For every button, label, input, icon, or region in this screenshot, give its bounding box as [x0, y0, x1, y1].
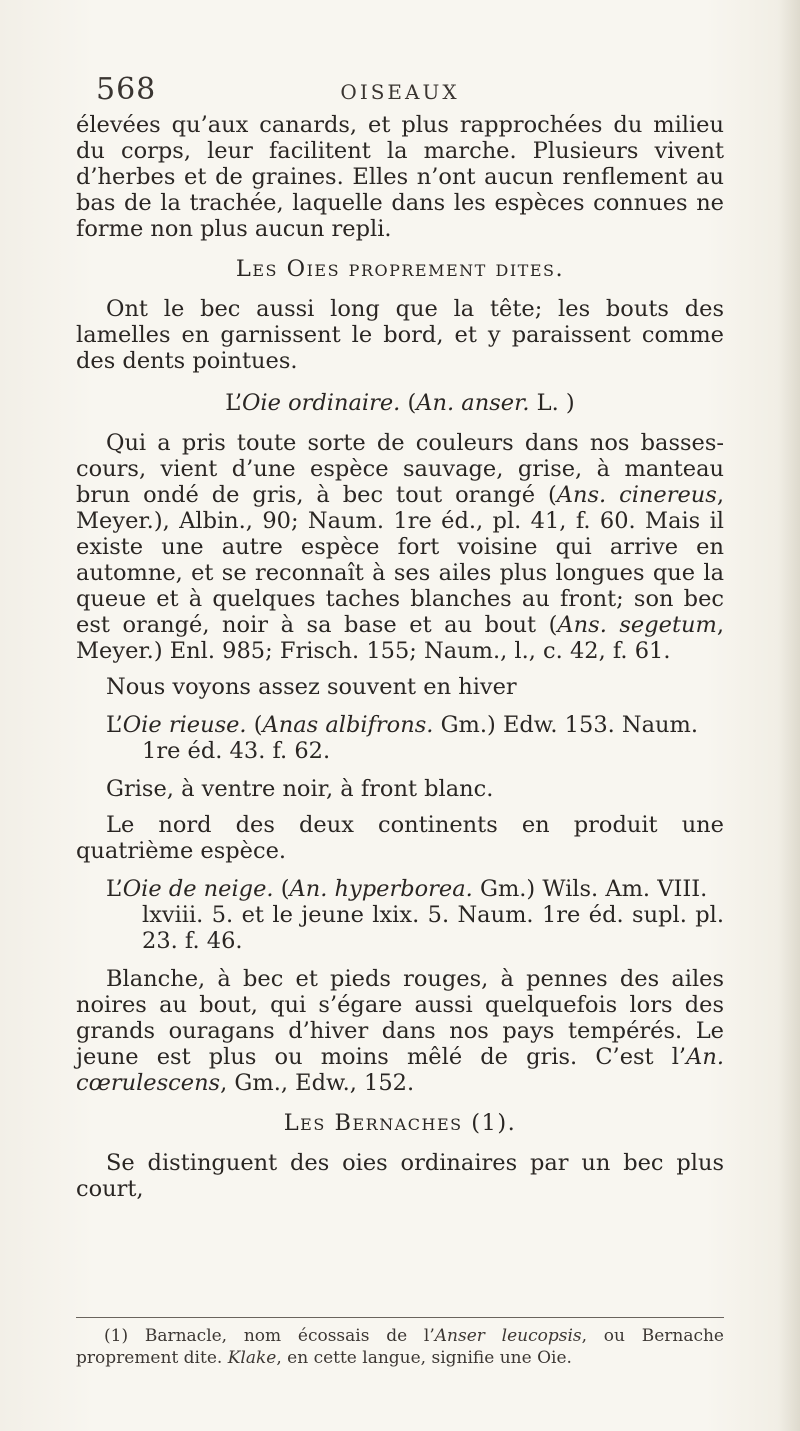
species-latin-name: An. anser. [416, 390, 530, 416]
species-name: Oie rieuse. [122, 712, 247, 738]
species-article: L’ [225, 390, 242, 416]
page-number: 568 [96, 72, 157, 107]
species-references: Gm.) Edw. 153. Naum. [433, 712, 699, 738]
body-text [76, 112, 724, 1202]
latin-name: Ans. segetum [557, 612, 717, 638]
text-run: (1) Barnacle, nom écossais de l’ [104, 1326, 435, 1346]
text-run: , Meyer.) Enl. 985; Frisch. 155; Naum., l., c. 42, f. 61. [76, 612, 724, 664]
species-references-continued: 1re éd. 43. f. 62. [142, 738, 331, 764]
page-header [96, 72, 704, 112]
footnote [76, 1325, 724, 1369]
species-paren-open: ( [273, 876, 290, 902]
paragraph-hiver: Nous voyons assez souvent en hiver [106, 674, 517, 700]
foreign-word: Klake [227, 1348, 277, 1368]
species-paren-open: ( [246, 712, 263, 738]
paragraph-quatrieme-espece: Le nord des deux continents en produit une quatrième espèce. [76, 812, 724, 864]
paragraph-bernaches: Se distinguent des oies ordinaires par un bec plus court, [76, 1150, 724, 1202]
species-article: L’ [106, 876, 123, 902]
species-name: Oie de neige. [122, 876, 274, 902]
species-references: Gm.) Wils. Am. VIII. [472, 876, 708, 902]
paragraph-oie-de-neige [76, 966, 724, 1096]
species-authority: L. ) [529, 390, 575, 416]
text-run: , Meyer.), Albin., 90; Naum. 1re éd., pl. 41, f. 60. Mais il existe une autre espèce fort voisine qui arrive en automne, et se reconnaît à ses ailes plus longues que la queue et à quelques taches blanches au front; son bec est orangé, noir à sa base et au bout ( [76, 482, 724, 638]
paragraph-intro: élevées qu’aux canards, et plus rapprochées du milieu du corps, leur facilitent la marche. Plusieurs vivent d’herbes et de graines. Elles n’ont aucun renflement au bas de la trachée, laquelle dans les espèces connues ne forme non plus aucun repli. [76, 112, 724, 242]
paragraph-oie-rieuse: Grise, à ventre noir, à front blanc. [106, 776, 494, 802]
species-references-continued: lxviii. 5. et le jeune lxix. 5. Naum. 1re éd. supl. pl. 23. f. 46. [142, 902, 724, 954]
species-heading-oie-de-neige [76, 876, 724, 954]
footnote-rule [76, 1317, 724, 1318]
paragraph-oies-description: Ont le bec aussi long que la tête; les bouts des lamelles en garnissent le bord, et y paraissent comme des dents pointues. [76, 296, 724, 374]
text-run: , en cette langue, signifie une Oie. [276, 1348, 572, 1368]
species-latin-name: Anas albifrons. [262, 712, 434, 738]
latin-name: Anser leucopsis [434, 1326, 582, 1346]
species-heading-oie-ordinaire [76, 390, 724, 416]
running-head: OISEAUX [340, 80, 460, 104]
footnote-text [76, 1325, 724, 1369]
paragraph-oie-ordinaire [76, 430, 724, 664]
latin-name: Ans. cinereus [556, 482, 717, 508]
section-heading-oies: Les Oies proprement dites. [235, 256, 565, 282]
text-run: , ou Bernache proprement dite. [76, 1326, 724, 1368]
latin-name: An. cœrulescens [76, 1044, 724, 1096]
species-heading-oie-rieuse [76, 712, 724, 764]
species-latin-name: An. hyperborea. [289, 876, 473, 902]
section-heading-bernaches: Les Bernaches (1). [283, 1110, 517, 1136]
text-run: , Gm., Edw., 152. [220, 1070, 415, 1096]
species-article: L’ [106, 712, 123, 738]
species-name: Oie ordinaire. [241, 390, 401, 416]
text-run: Blanche, à bec et pieds rouges, à pennes des ailes noires au bout, qui s’égare aussi quelquefois lors des grands ouragans d’hiver dans nos pays tempérés. Le jeune est plus ou moins mêlé de gris. C’est l’ [76, 966, 724, 1070]
text-run: Qui a pris toute sorte de couleurs dans nos basses-cours, vient d’une espèce sauvage, grise, à manteau brun ondé de gris, à bec tout orangé ( [76, 430, 724, 508]
species-paren-open: ( [400, 390, 417, 416]
scan-edge-shadow [778, 0, 800, 1431]
